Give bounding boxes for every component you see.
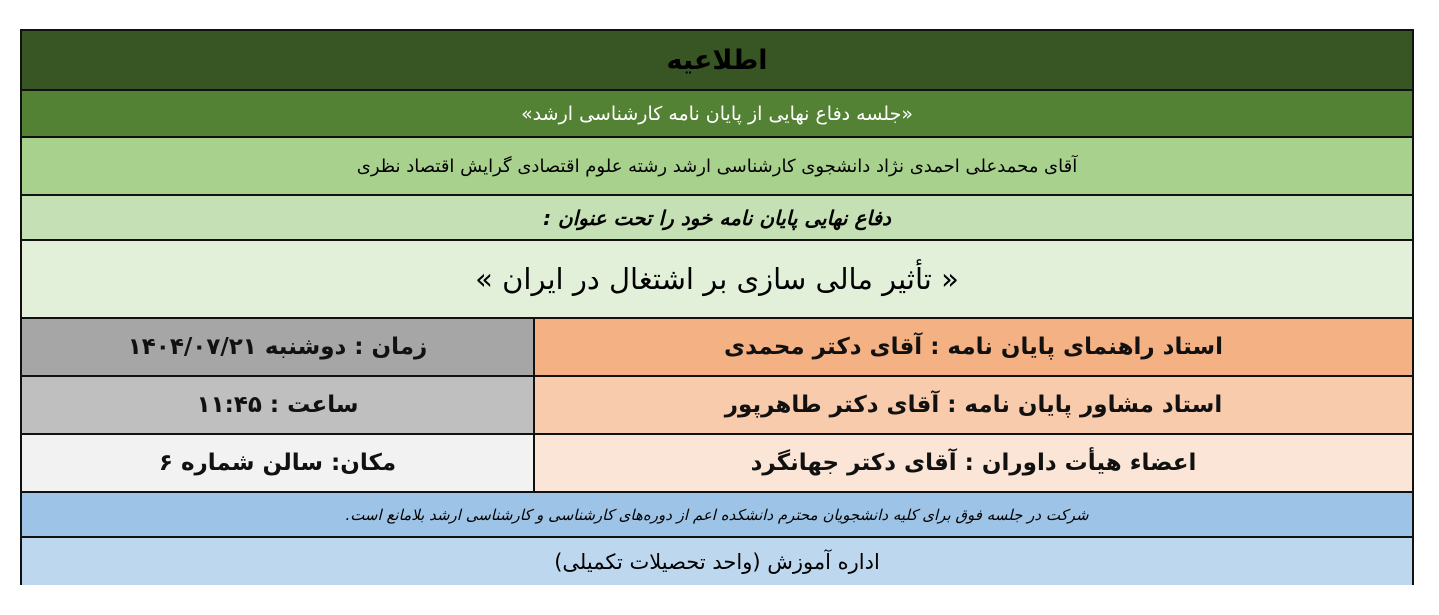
thesis-title: « تأثیر مالی سازی بر اشتغال در ایران » [22,241,1412,319]
session-subtitle: «جلسه دفاع نهایی از پایان نامه کارشناسی ارشد» [22,91,1412,138]
office-signature: اداره آموزش (واحد تحصیلات تکمیلی) [22,538,1412,585]
date-cell: زمان : دوشنبه ۱۴۰۴/۰۷/۲۱ [22,319,533,377]
announcement-table [20,29,1414,585]
location-cell: مکان: سالن شماره ۶ [22,435,533,493]
details-grid [22,319,1412,493]
advisor-cell: استاد مشاور پایان نامه : آقای دکتر طاهرپور [533,377,1412,435]
attendance-note: شرکت در جلسه فوق برای کلیه دانشجویان محترم دانشکده اعم از دوره‌های کارشناسی و کارشناسی ارشد بلامانع است. [22,493,1412,538]
referees-cell: اعضاء هیأت داوران : آقای دکتر جهانگرد [533,435,1412,493]
time-cell: ساعت : ۱۱:۴۵ [22,377,533,435]
student-line: آقای محمدعلی احمدی نژاد دانشجوی کارشناسی ارشد رشته علوم اقتصادی گرایش اقتصاد نظری [22,138,1412,196]
defense-line: دفاع نهایی پایان نامه خود را تحت عنوان : [22,196,1412,241]
supervisor-cell: استاد راهنمای پایان نامه : آقای دکتر محمدی [533,319,1412,377]
announcement-title: اطلاعیه [22,31,1412,91]
